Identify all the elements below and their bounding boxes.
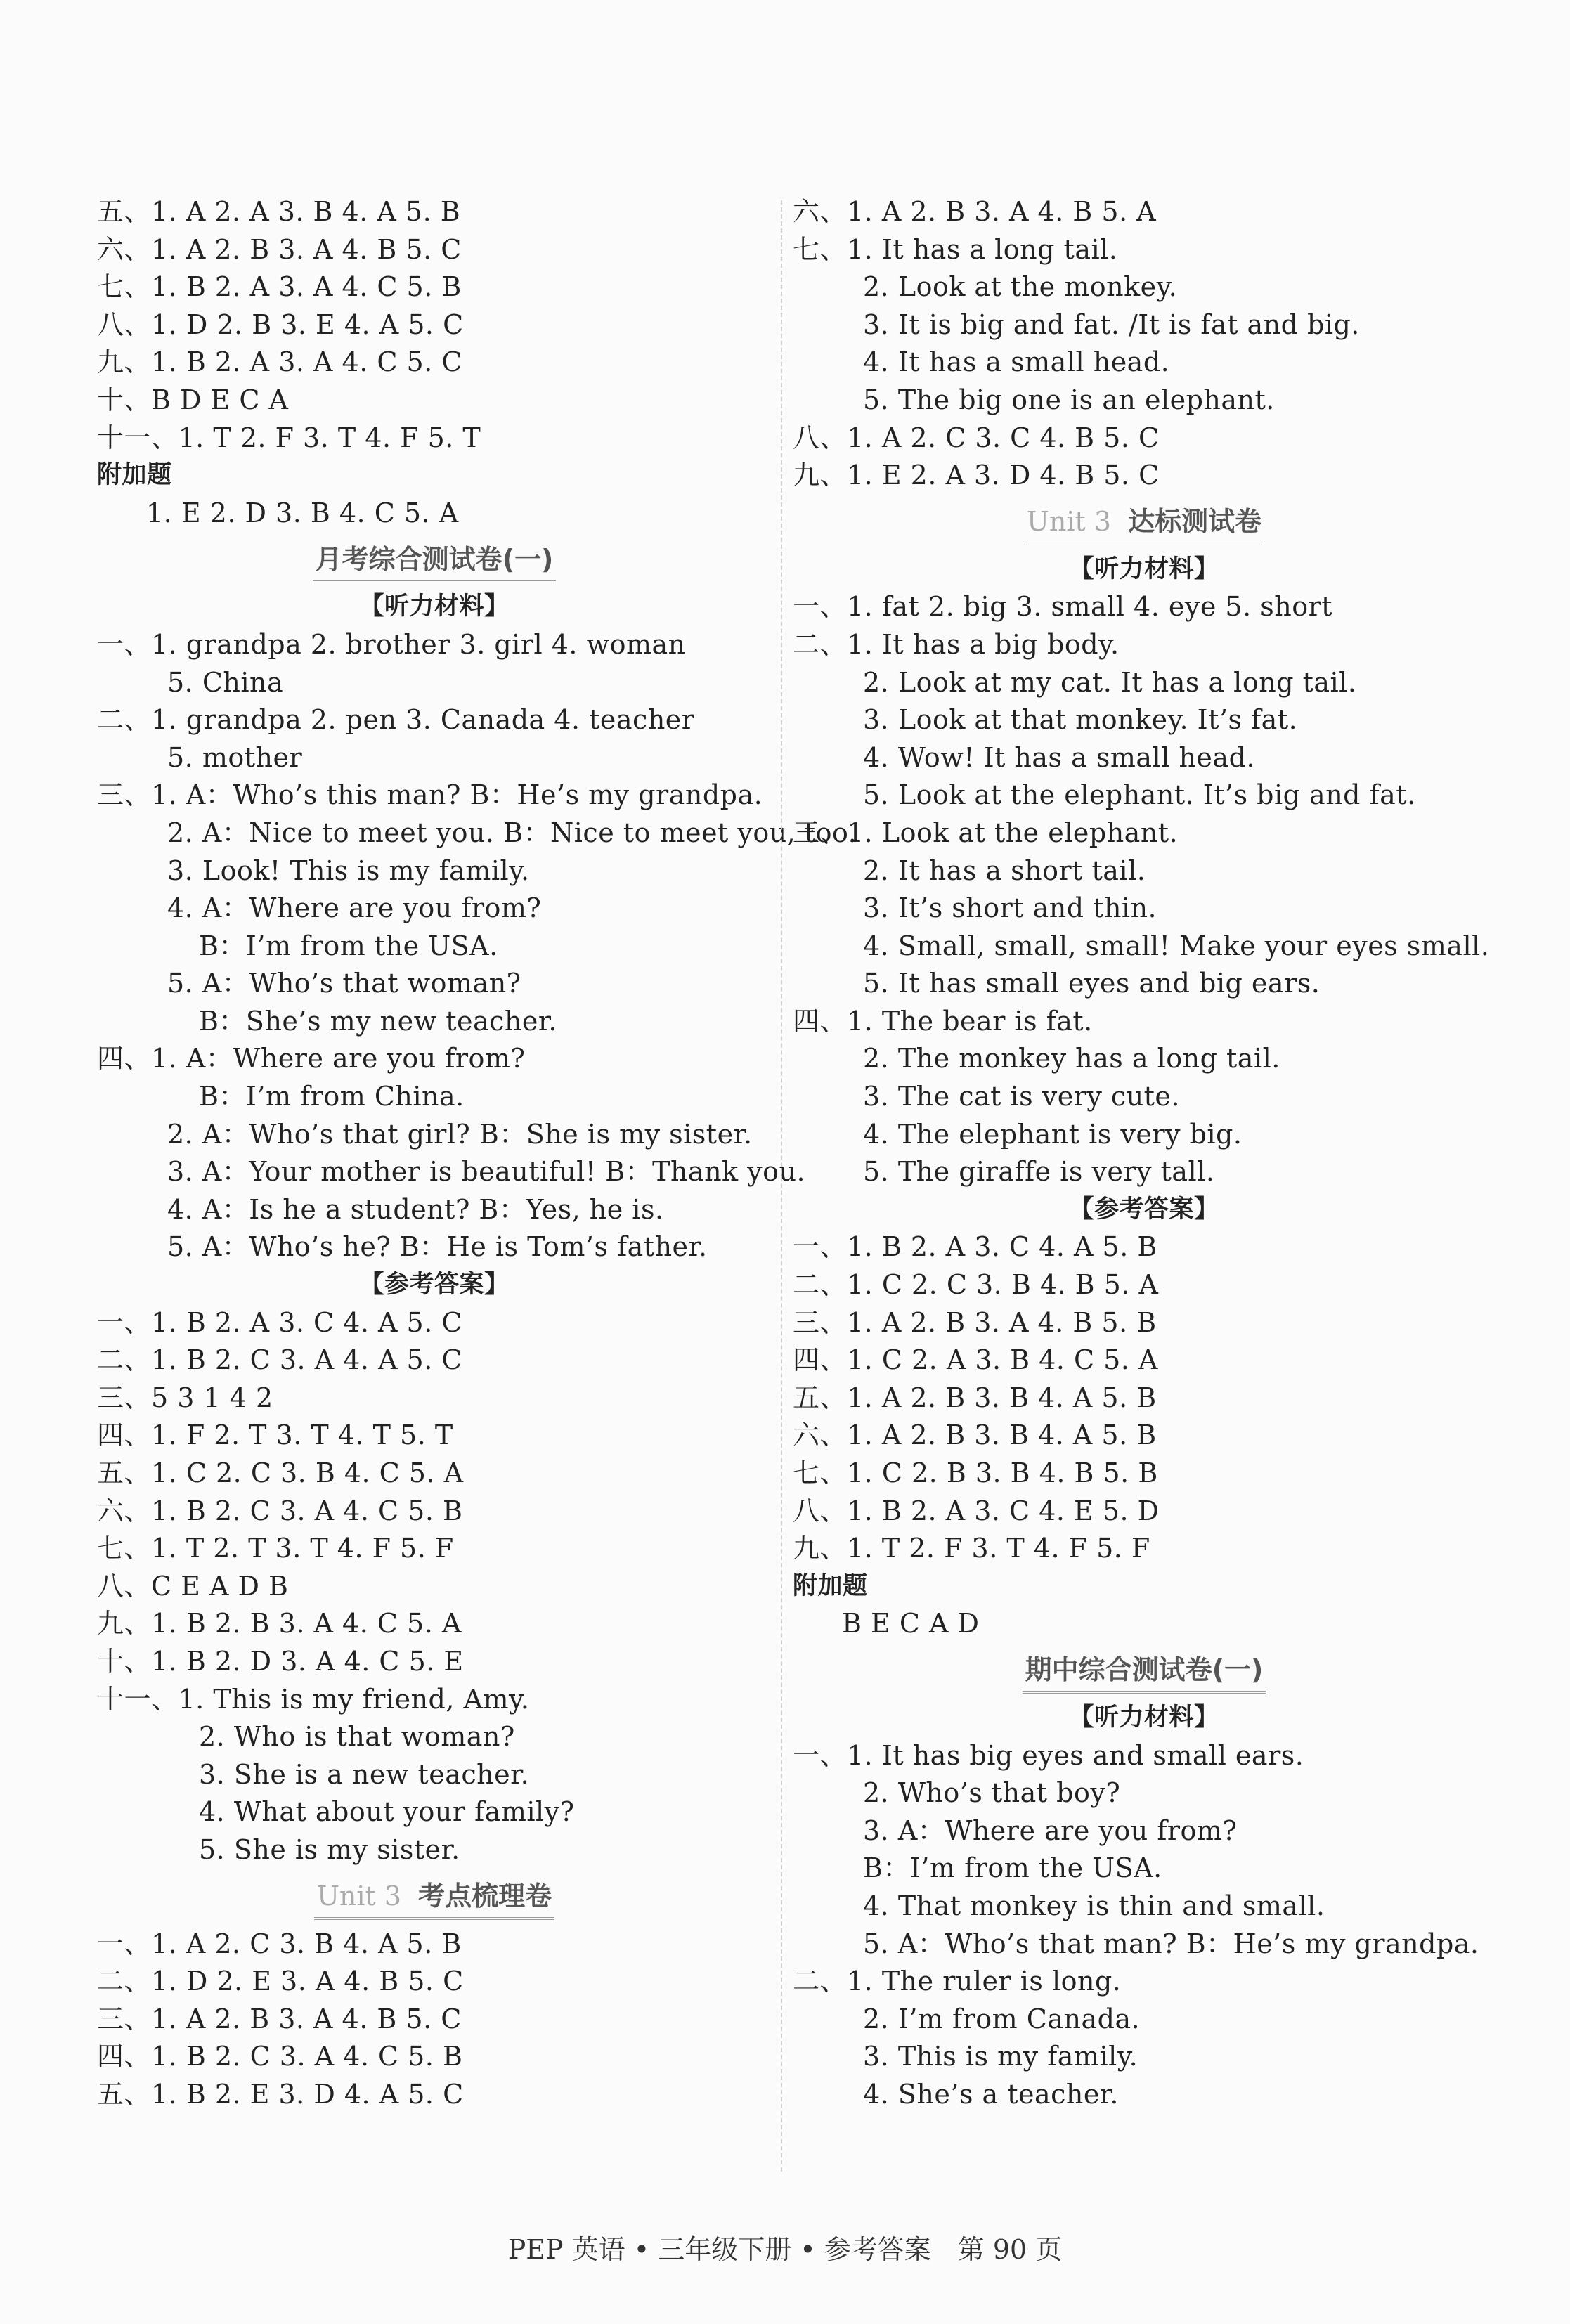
subsection-header: 【参考答案】 bbox=[359, 1271, 510, 1299]
bonus-heading: 附加题 bbox=[793, 1571, 868, 1600]
answer-line: 4. The elephant is very big. bbox=[863, 1118, 1243, 1150]
answer-line: 4. What about your family? bbox=[199, 1796, 575, 1828]
subsection-header: 【听力材料】 bbox=[1069, 554, 1219, 583]
answer-line: 八、1. D 2. B 3. E 4. A 5. C bbox=[97, 309, 464, 340]
answer-line: 六、1. A 2. B 3. B 4. A 5. B bbox=[793, 1420, 1157, 1451]
answer-line: 五、1. A 2. A 3. B 4. A 5. B bbox=[97, 196, 461, 227]
answer-line: 三、1. A 2. B 3. A 4. B 5. C bbox=[97, 2003, 462, 2034]
answer-line: 四、1. C 2. A 3. B 4. C 5. A bbox=[793, 1344, 1158, 1376]
answer-line: 四、1. F 2. T 3. T 4. T 5. T bbox=[97, 1420, 453, 1451]
answer-line: 五、1. B 2. E 3. D 4. A 5. C bbox=[97, 2078, 464, 2110]
answer-line: B：I’m from the USA. bbox=[199, 930, 498, 961]
bonus-heading: 附加题 bbox=[97, 461, 172, 490]
answer-line: 2. I’m from Canada. bbox=[863, 2003, 1141, 2034]
answer-line: 5. Look at the elephant. It’s big and fat. bbox=[863, 779, 1416, 811]
answer-line: 三、1. A 2. B 3. A 4. B 5. B bbox=[793, 1306, 1157, 1338]
section-title-text: 考点梳理卷 bbox=[418, 1881, 552, 1912]
answer-line: 3. The cat is very cute. bbox=[863, 1081, 1181, 1112]
answer-line: 四、1. B 2. C 3. A 4. C 5. B bbox=[97, 2041, 463, 2072]
answer-line: 1. E 2. D 3. B 4. C 5. A bbox=[146, 497, 459, 528]
section-title-text: 期中综合测试卷(一) bbox=[1025, 1654, 1264, 1686]
answer-line: 2. It has a short tail. bbox=[863, 855, 1146, 886]
answer-line: 3. A：Your mother is beautiful! B：Thank you. bbox=[167, 1156, 806, 1188]
answer-line: 4. A：Where are you from? bbox=[167, 892, 542, 924]
answer-line: 三、5 3 1 4 2 bbox=[97, 1382, 273, 1413]
answer-line: 4. It has a small head. bbox=[863, 346, 1170, 378]
answer-line: 十一、1. T 2. F 3. T 4. F 5. T bbox=[97, 422, 481, 453]
answer-line: 五、1. C 2. C 3. B 4. C 5. A bbox=[97, 1458, 464, 1488]
answer-line: 3. Look at that monkey. It’s fat. bbox=[863, 704, 1298, 736]
answer-line: 4. She’s a teacher. bbox=[863, 2078, 1119, 2110]
answer-line: 二、1. B 2. C 3. A 4. A 5. C bbox=[97, 1344, 462, 1376]
answer-line: B：I’m from China. bbox=[199, 1081, 465, 1112]
answer-line: 4. Wow! It has a small head. bbox=[863, 741, 1255, 773]
answer-line: 一、1. fat 2. big 3. small 4. eye 5. short bbox=[793, 591, 1333, 623]
answer-line: 八、1. B 2. A 3. C 4. E 5. D bbox=[793, 1495, 1160, 1526]
answer-line: 六、1. B 2. C 3. A 4. C 5. B bbox=[97, 1495, 463, 1526]
subsection-header: 【听力材料】 bbox=[359, 592, 510, 621]
answer-line: 3. It’s short and thin. bbox=[863, 892, 1157, 924]
answer-line: 四、1. The bear is fat. bbox=[793, 1005, 1093, 1037]
answer-line: 八、1. A 2. C 3. C 4. B 5. C bbox=[793, 422, 1160, 453]
answer-line: 5. She is my sister. bbox=[199, 1833, 460, 1865]
answer-line: 5. A：Who’s that woman? bbox=[167, 968, 521, 999]
answer-line: B：She’s my new teacher. bbox=[199, 1005, 557, 1037]
answer-line: 2. A：Who’s that girl? B：She is my sister. bbox=[167, 1118, 753, 1150]
answer-line: 一、1. A 2. C 3. B 4. A 5. B bbox=[97, 1928, 462, 1959]
answer-line: 九、1. E 2. A 3. D 4. B 5. C bbox=[793, 460, 1160, 491]
section-title bbox=[97, 1869, 772, 1926]
answer-line: 四、1. A：Where are you from? bbox=[97, 1043, 526, 1075]
section-title bbox=[97, 532, 772, 588]
answer-line: 4. Small, small, small! Make your eyes small. bbox=[863, 930, 1490, 961]
answer-line: 一、1. It has big eyes and small ears. bbox=[793, 1739, 1304, 1771]
section-title-text: 月考综合测试卷(一) bbox=[315, 543, 554, 575]
answer-line: 九、1. T 2. F 3. T 4. F 5. F bbox=[793, 1533, 1150, 1564]
column-divider bbox=[781, 200, 782, 2172]
answer-line: 一、1. B 2. A 3. C 4. A 5. B bbox=[793, 1231, 1157, 1263]
answer-line: 八、C E A D B bbox=[97, 1570, 289, 1602]
answer-line: 三、1. A：Who’s this man? B：He’s my grandpa. bbox=[97, 779, 763, 811]
answer-line: 4. That monkey is thin and small. bbox=[863, 1890, 1325, 1921]
answer-line: 十、B D E C A bbox=[97, 384, 289, 415]
answer-line: 5. The big one is an elephant. bbox=[863, 384, 1275, 415]
answer-line: 一、1. B 2. A 3. C 4. A 5. C bbox=[97, 1306, 462, 1338]
answer-line: 3. She is a new teacher. bbox=[199, 1758, 530, 1790]
answer-line: 3. A：Where are you from? bbox=[863, 1815, 1238, 1846]
section-title bbox=[793, 495, 1496, 551]
answer-line: 5. A：Who’s he? B：He is Tom’s father. bbox=[167, 1231, 708, 1263]
answer-line: 2. Look at the monkey. bbox=[863, 271, 1178, 303]
answer-line: 六、1. A 2. B 3. A 4. B 5. C bbox=[97, 233, 462, 265]
subsection-header: 【参考答案】 bbox=[1069, 1195, 1219, 1223]
answer-line: 5. China bbox=[167, 666, 284, 698]
answer-line: 3. It is big and fat. /It is fat and big. bbox=[863, 309, 1360, 340]
answer-line: 2. The monkey has a long tail. bbox=[863, 1043, 1280, 1075]
answer-line: 二、1. D 2. E 3. A 4. B 5. C bbox=[97, 1966, 464, 1997]
answer-line: 二、1. grandpa 2. pen 3. Canada 4. teacher bbox=[97, 704, 695, 736]
answer-line: 五、1. A 2. B 3. B 4. A 5. B bbox=[793, 1382, 1157, 1413]
answer-line: B：I’m from the USA. bbox=[863, 1852, 1162, 1884]
answer-line: 3. This is my family. bbox=[863, 2041, 1138, 2072]
answer-line: 七、1. B 2. A 3. A 4. C 5. B bbox=[97, 271, 462, 303]
answer-line: 2. Look at my cat. It has a long tail. bbox=[863, 666, 1357, 698]
answer-line: 六、1. A 2. B 3. A 4. B 5. A bbox=[793, 196, 1157, 227]
answer-line: 2. A：Nice to meet you. B：Nice to meet you, too. bbox=[167, 817, 857, 848]
answer-line: 十一、1. This is my friend, Amy. bbox=[97, 1683, 530, 1715]
answer-line: 一、1. grandpa 2. brother 3. girl 4. woman bbox=[97, 628, 686, 660]
answer-line: 十、1. B 2. D 3. A 4. C 5. E bbox=[97, 1645, 464, 1677]
answer-line: 二、1. The ruler is long. bbox=[793, 1966, 1122, 1997]
answer-line: 2. Who is that woman? bbox=[199, 1721, 515, 1753]
answer-line: 2. Who’s that boy? bbox=[863, 1777, 1121, 1809]
answer-line: 5. mother bbox=[167, 741, 303, 773]
subsection-header: 【听力材料】 bbox=[1069, 1703, 1219, 1732]
answer-line: B E C A D bbox=[842, 1608, 980, 1640]
right-column bbox=[793, 193, 1496, 2114]
answer-line: 七、1. T 2. T 3. T 4. F 5. F bbox=[97, 1533, 454, 1564]
answer-line: 三、1. Look at the elephant. bbox=[793, 817, 1179, 848]
answer-line: 5. A：Who’s that man? B：He’s my grandpa. bbox=[863, 1928, 1479, 1959]
answer-line: 二、1. C 2. C 3. B 4. B 5. A bbox=[793, 1269, 1159, 1301]
answer-line: 七、1. C 2. B 3. B 4. B 5. B bbox=[793, 1458, 1158, 1488]
answer-line: 九、1. B 2. A 3. A 4. C 5. C bbox=[97, 346, 462, 378]
answer-line: 九、1. B 2. B 3. A 4. C 5. A bbox=[97, 1608, 462, 1640]
section-title bbox=[793, 1643, 1496, 1699]
section-title-text: 达标测试卷 bbox=[1128, 506, 1262, 538]
answer-line: 5. The giraffe is very tall. bbox=[863, 1156, 1215, 1188]
section-unit: Unit 3 bbox=[1026, 506, 1112, 538]
answer-line: 4. A：Is he a student? B：Yes, he is. bbox=[167, 1193, 664, 1225]
answer-line: 5. It has small eyes and big ears. bbox=[863, 968, 1321, 999]
page-footer: PEP 英语 • 三年级下册 • 参考答案 第 90 页 bbox=[507, 2234, 1063, 2265]
answer-line: 七、1. It has a long tail. bbox=[793, 233, 1118, 265]
left-column bbox=[97, 193, 857, 2114]
answer-line: 二、1. It has a big body. bbox=[793, 628, 1120, 660]
answer-line: 3. Look! This is my family. bbox=[167, 855, 530, 886]
section-unit: Unit 3 bbox=[316, 1881, 402, 1912]
